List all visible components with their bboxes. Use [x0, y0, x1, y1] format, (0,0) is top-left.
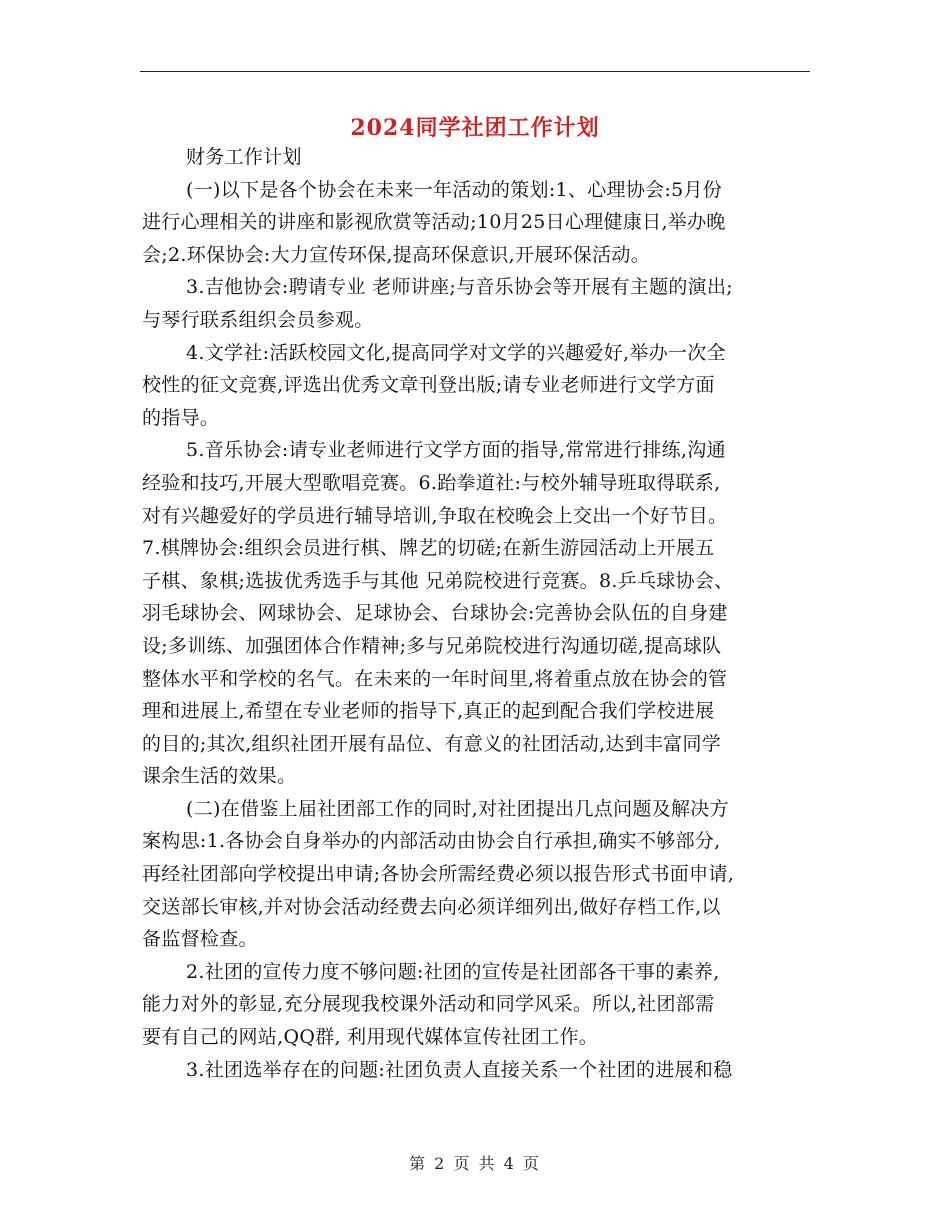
page-footer: 第 2 页 共 4 页: [409, 1154, 541, 1173]
body-line: 3.社团选举存在的问题:社团负责人直接关系一个社团的进展和稳: [186, 1058, 733, 1081]
document-title: 2024同学社团工作计划: [350, 115, 600, 141]
body-line: 要有自己的网站,QQ群, 利用现代媒体宣传社团工作。: [142, 1026, 599, 1049]
body-line: 对有兴趣爱好的学员进行辅导培训,争取在校晚会上交出一个好节目。: [142, 504, 728, 527]
body-line: 进行心理相关的讲座和影视欣赏等活动;10月25日心理健康日,举办晚: [142, 211, 726, 234]
body-line: 经验和技巧,开展大型歌唱竞赛。6.跆拳道社:与校外辅导班取得联系,: [142, 471, 721, 494]
body-line: 校性的征文竞赛,评选出优秀文章刊登出版;请专业老师进行文学方面: [142, 374, 715, 397]
body-line: 4.文学社:活跃校园文化,提高同学对文学的兴趣爱好,举办一次全: [186, 341, 726, 364]
body-line: 5.音乐协会:请专业老师进行文学方面的指导,常常进行排练,沟通: [186, 439, 726, 462]
document-body: [142, 141, 812, 1086]
body-line: 会;2.环保协会:大力宣传环保,提高环保意识,开展环保活动。: [142, 243, 651, 266]
body-line: 3.吉他协会:聘请专业 老师讲座;与音乐协会等开展有主题的演出;: [186, 276, 733, 299]
body-line: 备监督检查。: [142, 928, 258, 951]
body-line: 能力对外的彰显,充分展现我校课外活动和同学风采。所以,社团部需: [142, 993, 715, 1016]
body-line: 整体水平和学校的名气。在未来的一年时间里,将着重点放在协会的管: [142, 667, 728, 690]
body-line: 交送部长审核,并对协会活动经费去向必须详细列出,做好存档工作,以: [142, 895, 721, 918]
body-line: (一)以下是各个协会在未来一年活动的策划:1、心理协会:5月份: [186, 178, 723, 201]
body-line: 的指导。: [142, 406, 220, 429]
body-line: 的目的;其次,组织社团开展有品位、有意义的社团活动,达到丰富同学: [142, 732, 722, 755]
body-line: 理和进展上,希望在专业老师的指导下,真正的起到配合我们学校进展: [142, 700, 715, 723]
body-line: 财务工作计划: [186, 146, 302, 168]
body-line: 再经社团部向学校提出申请;各协会所需经费必须以报告形式书面申请,: [142, 863, 735, 886]
body-line: 子棋、象棋;选拔优秀选手与其他 兄弟院校进行竞赛。8.乒乓球协会、: [142, 569, 734, 592]
body-line: 与琴行联系组织会员参观。: [142, 308, 374, 331]
body-line: 羽毛球协会、网球协会、足球协会、台球协会:完善协会队伍的自身建: [142, 602, 728, 625]
body-line: 案构思:1.各协会自身举办的内部活动由协会自行承担,确实不够部分,: [142, 830, 721, 853]
body-line: 课余生活的效果。: [142, 765, 297, 788]
body-line: (二)在借鉴上届社团部工作的同时,对社团提出几点问题及解决方: [186, 797, 729, 820]
body-line: 2.社团的宣传力度不够问题:社团的宣传是社团部各干事的素养,: [186, 960, 720, 983]
body-line: 7.棋牌协会:组织会员进行棋、牌艺的切磋;在新生游园活动上开展五: [142, 537, 715, 560]
header-rule: [140, 71, 810, 72]
body-line: 设;多训练、加强团体合作精神;多与兄弟院校进行沟通切磋,提高球队: [142, 634, 722, 657]
